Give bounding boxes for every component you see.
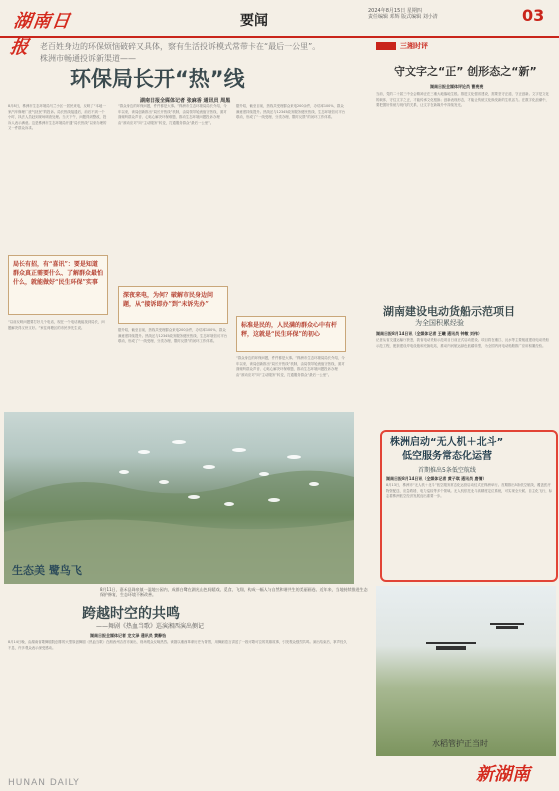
drone-illustration [376,586,556,756]
highlight-subhead: 首期推出5条低空航线 [418,467,476,474]
lead-body-col2: “群众身边的环保问题，件件都是大事。”株洲市生态环境局局长介绍，今年以来，该局创新推出“局长开热线”机制，由局领导轮流值守热线，面对面倾听群众声音、心贴心解决环保难题，推动生态环境问题投诉办理由“被动应对”向“主动服务”转变，打通服务群众“最后一公里”。 [118,104,227,125]
pull-quote-1: 局长有招，有“喜讯”：要是知道群众真正需要什么、了解群众最怕什么，就能做好“民生环保”实事 [13,261,104,286]
pull-quote-box-2 [118,286,228,324]
bottom-headline: 跨越时空的共鸣 [82,606,180,622]
lead-subhead-2: 株洲市畅通投诉新渠道—— [40,54,136,63]
egrets-illustration [4,412,354,584]
highlight-headline-1: 株洲启动“无人机＋北斗” [390,437,504,448]
column-tag: 三湘时评 [400,42,428,50]
highlight-story-frame[interactable] [380,430,558,582]
column-tag-marker [376,42,396,50]
date-text: 2024年8月15日 星期四 [368,8,422,14]
page-number: 03 [522,6,545,25]
photo-caption: 8月11日，嘉禾县珠泉镇一湿地公园内，成群白鹭在湖光山色间嬉戏、觅食、飞翔，构成一幅人与自然和谐共生的美丽画卷。近年来，当地持续推进生态保护修复，生态环境不断改善。 [100,587,368,597]
sidebar-byline: 湖南日报全媒体评论员 曹亮亮 [430,84,484,89]
section-title: 要闻 [240,13,268,29]
sidebar-body: 当前，党的二十届三中全会精神正在三湘大地落地生根。推进文化强省建设，需要坚守正道、守正创新。文字是文化的载体，守住文字之正，才能传承文化根脉；创新表现形态，才能让传统文化焕发新的生机活力。在数字化浪潮中，要把握好传统与现代的关系，让文字在新媒介中持续发光。 [376,92,549,108]
field-photo [376,586,556,756]
egrets-photo [4,412,354,584]
bottom-logo: 新湖南 [476,764,530,785]
lead-body-col3b: “群众身边的环保问题，件件都是大事。”株洲市生态环境局局长介绍，今年以来，该局创新推出“局长开热线”机制，由局领导轮流值守热线，面对面倾听群众声音、心贴心解决环保难题，推动生态环境问题投诉办理由“被动应对”向“主动服务”转变，打通服务群众“最后一公里”。 [236,356,345,377]
pull-quote-box-3 [236,316,346,352]
demo-body: 记者从省交通运输厅获悉，我省电动货船示范项目日前正式启动建设。项目将在湘江、沅水等主要航道建设电动货船示范工程，配套建设岸电设施和充换电站，推动内河航运绿色低碳转型，为全国内河电动船舶推广应用积累经验。 [376,338,549,348]
lead-headline: 环保局长开“热”线 [70,67,245,91]
masthead-rule [0,36,559,38]
lead-body-col1: 8月8日，株洲市生态环境局马兰小区一居民来电，反映了“本地一家汽车修理厂废气扰民”的投诉。局长热线接通后，前后不到一个小时，执法人员赶到现场调查处理。当天下午，问题得到整改，投诉人表示满意。这是株洲市生态环境局开通“局长热线”以来办理的又一件群众诉求。 [8,104,107,131]
bottom-photo-caption: 水稻管护正当时 [432,739,488,748]
pull-quote-2: 深夜来电，为何？破解市民身边问题，从“接诉即办”到“未诉先办” [123,292,214,308]
bottom-byline: 湖南日报全媒体记者 龙文泽 通讯员 黄静怡 [90,633,167,638]
highlight-headline-2: 低空服务常态化运营 [402,451,492,462]
highlight-byline: 湖南日报8月14日讯（全媒体记者 黄子琪 通讯员 唐倩） [386,476,487,481]
photo-label: 生态美 鹭鸟飞 [12,564,82,577]
lead-body-col1b: “以前反映问题要打好几个电话，现在一个电话就能找到局长，问题解决得又快又好。”家住荷塘区的市民李先生说。 [8,320,105,330]
lead-byline: 湖南日报全媒体记者 张麻香 通讯员 周黑 [140,98,231,104]
newspaper-logo: 湖南日报 [8,11,73,58]
pull-quote-box-1 [8,255,108,315]
bottom-logo-en: HUNAN DAILY [8,778,80,788]
bottom-subhead: ——舞剧《热血当歌》巡演湘西演出侧记 [96,623,205,630]
bottom-body: 8月14日晚，由湖南省歌舞剧院创排的大型原创舞剧《热血当歌》在湘西州吉首市演出，现场观众反响热烈。该剧以湘西革命历史为背景，用舞蹈语言讲述了一段可歌可泣的英雄故事，引发观众强烈共鸣。演出结束后，掌声经久不息，许多观众表示深受感动。 [8,640,347,650]
lead-subhead-1: 老百姓身边的环保烦恼破碎又具体，察有生活投诉模式常带卡在“最后一公里”。 [40,42,321,51]
sidebar-headline: 守文字之“正” 创形态之“新” [394,65,537,78]
lead-body-col2b: 据介绍，截至目前，热线共受理群众来电200余件，办结率100%，群众满意度持续提升。热线还与12345政务服务便民热线、生态环境信访平台联动，形成了“一线受理、分类办理、限时反馈”的闭环工作体系。 [118,328,228,344]
demo-headline: 湖南建设电动货船示范项目 [383,305,515,318]
pull-quote-3: 标准是民的，人民满的群众心中有杆秤，这就是“民生环保”的初心 [241,322,338,338]
demo-subhead: 为全国积累经验 [415,319,464,327]
demo-byline: 湖南日报8月14日讯（全媒体记者 王曦 通讯员 钟敏 刘伟） [376,331,482,336]
date-line [368,8,518,20]
highlight-body: 8月13日，株洲市“无人机＋北斗”低空服务常态化运营启动仪式在株洲举行。首期推出5条低空航线，覆盖医疗物资配送、应急救援、电力巡检等多个领域。无人机依托北斗高精度定位系统，可实现全天候、自主化飞行，标志着株洲低空经济发展迈出重要一步。 [386,483,553,499]
editor-text: 责任编辑 邓辉 版式编辑 刘小清 [368,14,438,20]
lead-body-col3: 据介绍，截至目前，热线共受理群众来电200余件，办结率100%，群众满意度持续提升。热线还与12345政务服务便民热线、生态环境信访平台联动，形成了“一线受理、分类办理、限时反馈”的闭环工作体系。 [236,104,346,120]
